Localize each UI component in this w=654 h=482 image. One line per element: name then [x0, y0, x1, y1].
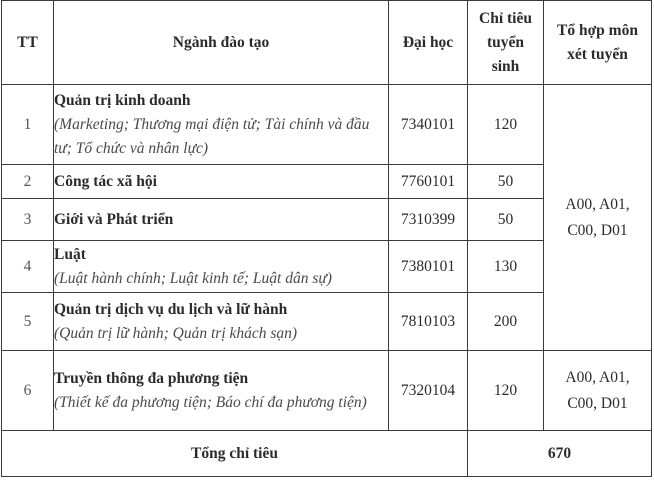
header-to-hop — [544, 1, 652, 85]
program-name: Luật — [54, 245, 86, 263]
program-code: 7380101 — [389, 241, 468, 293]
table-row — [2, 351, 652, 431]
program-cell — [54, 351, 389, 431]
header-nganh: Ngành đào tạo — [54, 1, 389, 85]
header-chi-tieu-line: Chỉ tiêu — [479, 9, 532, 27]
admission-table-container — [1, 0, 652, 477]
program-name: Quản trị dịch vụ du lịch và lữ hành — [54, 300, 288, 318]
combo-line: C00, D01 — [567, 221, 628, 239]
program-name: Giới và Phát triển — [54, 210, 174, 228]
header-to-hop-line: xét tuyển — [567, 45, 628, 63]
row-number: 4 — [2, 241, 54, 293]
total-label: Tổng chỉ tiêu — [2, 431, 468, 477]
program-name: Quản trị kinh doanh — [54, 91, 191, 109]
program-quota: 130 — [468, 241, 544, 293]
header-dai-hoc: Đại học — [389, 1, 468, 85]
program-cell — [54, 293, 389, 351]
header-chi-tieu — [468, 1, 544, 85]
program-cell — [54, 85, 389, 165]
row-number: 2 — [2, 165, 54, 199]
program-specializations: (Marketing; Thương mại điện tử; Tài chính và đầu tư; Tổ chức và nhân lực) — [54, 115, 370, 157]
combo-line: A00, A01, — [565, 195, 630, 213]
program-code: 7760101 — [389, 165, 468, 199]
subject-combinations — [544, 85, 652, 351]
table-row — [2, 85, 652, 165]
program-code: 7810103 — [389, 293, 468, 351]
subject-combinations — [544, 351, 652, 431]
program-cell — [54, 199, 389, 241]
total-value: 670 — [468, 431, 652, 477]
program-code: 7310399 — [389, 199, 468, 241]
header-tt: TT — [2, 1, 54, 85]
program-specializations: (Thiết kế đa phương tiện; Báo chí đa phương tiện) — [54, 393, 367, 411]
combo-line: C00, D01 — [567, 394, 628, 412]
program-code: 7320104 — [389, 351, 468, 431]
row-number: 5 — [2, 293, 54, 351]
header-chi-tieu-line: sinh — [491, 57, 520, 75]
header-row — [2, 1, 652, 85]
row-number: 3 — [2, 199, 54, 241]
total-row — [2, 431, 652, 477]
program-quota: 50 — [468, 165, 544, 199]
program-quota: 120 — [468, 85, 544, 165]
row-number: 6 — [2, 351, 54, 431]
program-specializations: (Quản trị lữ hành; Quản trị khách sạn) — [54, 324, 298, 342]
program-name: Công tác xã hội — [54, 172, 157, 190]
admission-table — [1, 0, 652, 477]
row-number: 1 — [2, 85, 54, 165]
program-specializations: (Luật hành chính; Luật kinh tế; Luật dân sự) — [54, 269, 332, 287]
program-cell — [54, 165, 389, 199]
program-quota: 200 — [468, 293, 544, 351]
program-name: Truyền thông đa phương tiện — [54, 369, 249, 387]
program-quota: 50 — [468, 199, 544, 241]
header-chi-tieu-line: tuyển — [486, 33, 525, 51]
program-cell — [54, 241, 389, 293]
program-code: 7340101 — [389, 85, 468, 165]
combo-line: A00, A01, — [565, 368, 630, 386]
program-quota: 120 — [468, 351, 544, 431]
header-to-hop-line: Tổ hợp môn — [557, 21, 638, 39]
